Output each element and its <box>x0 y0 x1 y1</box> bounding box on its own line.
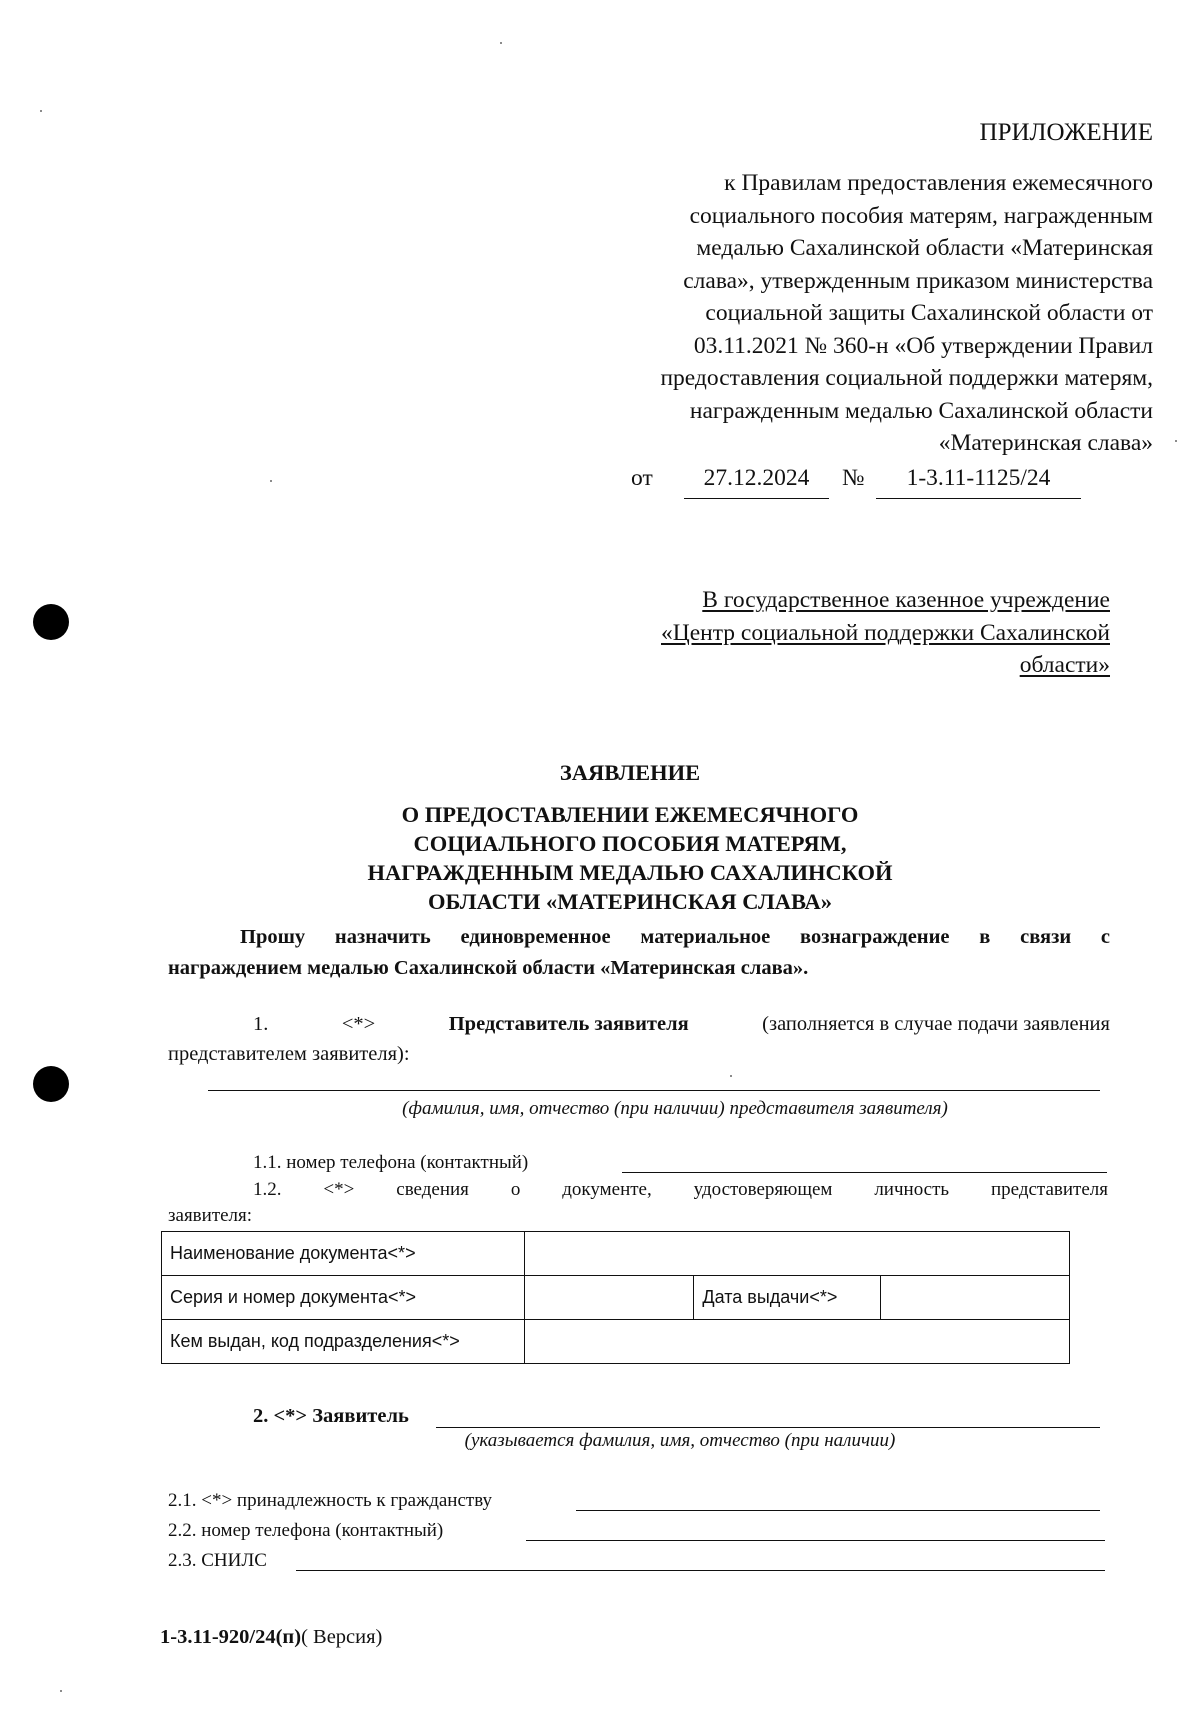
representative-phone-field[interactable] <box>622 1172 1107 1173</box>
scan-speck <box>1175 440 1177 442</box>
order-from-label: от <box>631 465 653 491</box>
appendix-line: социальной защиты Сахалинской области от <box>705 300 1153 326</box>
applicant-name-caption: (указывается фамилия, имя, отчество (при наличии) <box>464 1430 896 1451</box>
representative-doc-label: 1.2. <*> сведения о документе, удостоверяющем личность представителя <box>253 1179 1108 1200</box>
scan-speck <box>60 1690 62 1692</box>
appendix-line: 03.11.2021 № 360-н «Об утверждении Правил <box>693 332 1153 359</box>
scan-speck <box>40 110 42 112</box>
punch-hole-bottom <box>33 1066 69 1102</box>
identity-document-table <box>161 1231 1070 1364</box>
appendix-line: слава», утвержденным приказом министерства <box>683 267 1153 294</box>
appendix-text <box>513 167 1153 460</box>
section1-note-line2: представителем заявителя): <box>168 1043 410 1065</box>
representative-phone-label: 1.1. номер телефона (контактный) <box>253 1152 529 1173</box>
doc-series-number-label: Серия и номер документа<*> <box>162 1276 525 1320</box>
order-date: 27.12.2024 <box>703 465 810 491</box>
table-row <box>162 1320 1070 1364</box>
table-row <box>162 1276 1070 1320</box>
doc-issued-by-label: Кем выдан, код подразделения<*> <box>162 1320 525 1364</box>
applicant-name-field[interactable] <box>436 1427 1100 1428</box>
footer-version <box>160 1626 382 1649</box>
section1-label: Представитель заявителя <box>448 1013 689 1035</box>
footer-version-label: ( Версия) <box>301 1626 383 1648</box>
appendix-line: социального пособия матерям, награжденным <box>689 202 1153 229</box>
appendix-line: «Материнская слава» <box>938 430 1153 456</box>
doc-issued-by-field[interactable] <box>524 1320 1069 1364</box>
citizenship-field[interactable] <box>576 1510 1100 1511</box>
table-row <box>162 1232 1070 1276</box>
representative-name-caption: (фамилия, имя, отчество (при наличии) представителя заявителя) <box>402 1098 948 1119</box>
scan-speck <box>730 1075 732 1077</box>
subtitle-line: СОЦИАЛЬНОГО ПОСОБИЯ МАТЕРЯМ, <box>413 831 847 856</box>
doc-series-number-field[interactable] <box>524 1276 694 1320</box>
footer-code: 1-3.11-920/24(п) <box>160 1626 302 1648</box>
addressee-block <box>490 584 1110 682</box>
doc-name-label: Наименование документа<*> <box>162 1232 525 1276</box>
scan-speck <box>500 42 502 44</box>
order-date-underline <box>684 498 829 499</box>
section2-label: 2. <*> Заявитель <box>253 1405 409 1427</box>
citizenship-label: 2.1. <*> принадлежность к гражданству <box>168 1490 493 1511</box>
doc-issue-date-label: Дата выдачи<*> <box>694 1276 881 1320</box>
appendix-title: ПРИЛОЖЕНИЕ <box>979 119 1153 146</box>
scan-speck <box>270 480 272 482</box>
doc-issue-date-field[interactable] <box>881 1276 1070 1320</box>
appendix-line: предоставления социальной поддержки матерям, <box>660 365 1153 391</box>
representative-doc-label-line2: заявителя: <box>168 1205 253 1226</box>
snils-field[interactable] <box>296 1570 1105 1571</box>
addressee-line: «Центр социальной поддержки Сахалинской <box>661 619 1110 646</box>
subtitle-line: НАГРАЖДЕННЫМ МЕДАЛЬЮ САХАЛИНСКОЙ <box>367 860 893 885</box>
section1-number: 1. <box>253 1013 269 1035</box>
doc-name-field[interactable] <box>524 1232 1069 1276</box>
section1-heading <box>253 1013 1110 1036</box>
applicant-phone-label: 2.2. номер телефона (контактный) <box>168 1520 444 1541</box>
appendix-line: медалью Сахалинской области «Материнская <box>696 235 1153 261</box>
subtitle-line: О ПРЕДОСТАВЛЕНИИ ЕЖЕМЕСЯЧНОГО <box>401 802 859 827</box>
order-number: 1-3.11-1125/24 <box>906 465 1051 491</box>
section1-marker: <*> <box>341 1013 376 1035</box>
statement-title: ЗАЯВЛЕНИЕ <box>559 760 701 785</box>
request-line-1: Прошу назначить единовременное материальное вознаграждение в связи с <box>240 926 1110 948</box>
snils-label: 2.3. СНИЛС <box>168 1550 267 1571</box>
appendix-line: к Правилам предоставления ежемесячного <box>724 170 1153 196</box>
order-number-underline <box>876 498 1081 499</box>
addressee-line: области» <box>1019 652 1110 678</box>
representative-name-field[interactable] <box>208 1090 1100 1091</box>
request-line-2: награждением медалью Сахалинской области «Материнская слава». <box>168 957 809 979</box>
punch-hole-top <box>33 604 69 640</box>
statement-subtitle <box>280 800 980 916</box>
order-number-label: № <box>842 465 865 491</box>
addressee-line: В государственное казенное учреждение <box>702 587 1110 613</box>
applicant-phone-field[interactable] <box>526 1540 1105 1541</box>
appendix-line: награжденным медалью Сахалинской области <box>689 397 1153 424</box>
subtitle-line: ОБЛАСТИ «МАТЕРИНСКАЯ СЛАВА» <box>427 889 833 914</box>
section1-note: (заполняется в случае подачи заявления <box>762 1013 1110 1035</box>
